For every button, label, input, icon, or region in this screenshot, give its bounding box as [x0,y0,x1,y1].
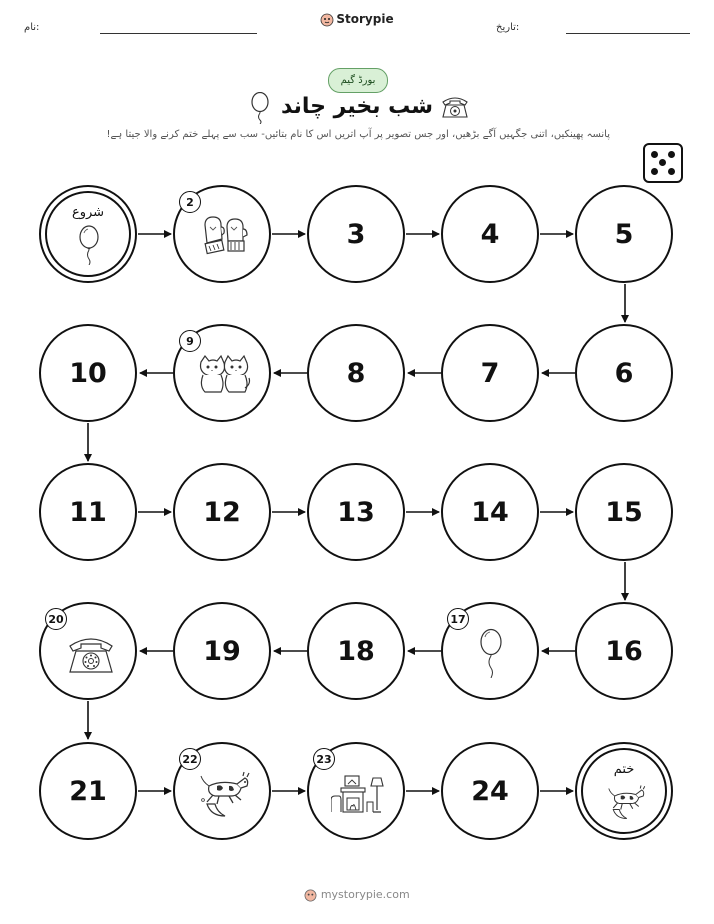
board-space-21[interactable] [39,742,137,840]
board-space-start[interactable] [39,185,137,283]
space-number-badge: 9 [179,330,201,352]
footer [0,888,714,902]
space-number: 16 [605,635,643,667]
name-label: نام: [24,22,40,33]
space-number: 14 [471,496,509,528]
board-space-18[interactable] [307,602,405,700]
space-number-badge: 2 [179,191,201,213]
balloon-icon [478,628,504,678]
space-number: 18 [337,635,375,667]
balloon-icon [76,225,102,265]
cow-jumping-over-moon-icon [197,770,251,818]
board-space-6[interactable] [575,324,673,422]
board-space-23[interactable] [307,742,405,840]
space-number: 10 [69,357,107,389]
board-space-4[interactable] [441,185,539,283]
space-number: 21 [69,775,107,807]
space-number: 6 [614,357,634,389]
board-space-9[interactable] [173,324,271,422]
start-label: شروع [71,205,105,220]
footer-url[interactable]: mystorypie.com [320,888,410,901]
board-space-2[interactable] [173,185,271,283]
board-space-20[interactable] [39,602,137,700]
board-space-11[interactable] [39,463,137,561]
space-number: 15 [605,496,643,528]
space-number: 5 [614,218,634,250]
board-space-7[interactable] [441,324,539,422]
page-title: شب بخیر چاند [280,94,434,119]
space-number-badge: 17 [447,608,469,630]
board-space-17[interactable] [441,602,539,700]
board-space-24[interactable] [441,742,539,840]
fireplace-room-icon [331,774,385,814]
space-number: 13 [337,496,375,528]
board-space-finish[interactable] [575,742,673,840]
space-number: 24 [471,775,509,807]
board-space-5[interactable] [575,185,673,283]
cow-jumping-over-moon-icon [605,784,647,820]
board-space-12[interactable] [173,463,271,561]
space-number-badge: 20 [45,608,67,630]
space-number-badge: 22 [179,748,201,770]
space-number: 19 [203,635,241,667]
brand-name: Storypie [336,12,394,26]
mittens-icon [201,215,249,257]
date-label: تاریخ: [496,22,520,33]
board-space-22[interactable] [173,742,271,840]
board-space-13[interactable] [307,463,405,561]
board-space-19[interactable] [173,602,271,700]
kittens-icon [197,354,251,396]
board-space-15[interactable] [575,463,673,561]
board-space-8[interactable] [307,324,405,422]
category-badge: بورڈ گیم [328,68,388,93]
space-number: 4 [480,218,500,250]
board-space-3[interactable] [307,185,405,283]
board-space-16[interactable] [575,602,673,700]
space-number: 11 [69,496,107,528]
board-space-14[interactable] [441,463,539,561]
instructions-text: پانسہ پھینکیں، اتنی جگہیں آگے بڑھیں، اور جس تصویر پر آپ اتریں اس کا نام بتائیں- سب سے پہلے ختم کرنے والا جیتا ہے! [106,129,610,140]
space-number: 12 [203,496,241,528]
finish-label: ختم [613,762,635,777]
space-number-badge: 23 [313,748,335,770]
space-number: 3 [346,218,366,250]
telephone-icon [67,634,115,674]
space-number: 7 [480,357,500,389]
storypie-logo-icon [304,889,317,902]
space-number: 8 [346,357,366,389]
board-space-10[interactable] [39,324,137,422]
